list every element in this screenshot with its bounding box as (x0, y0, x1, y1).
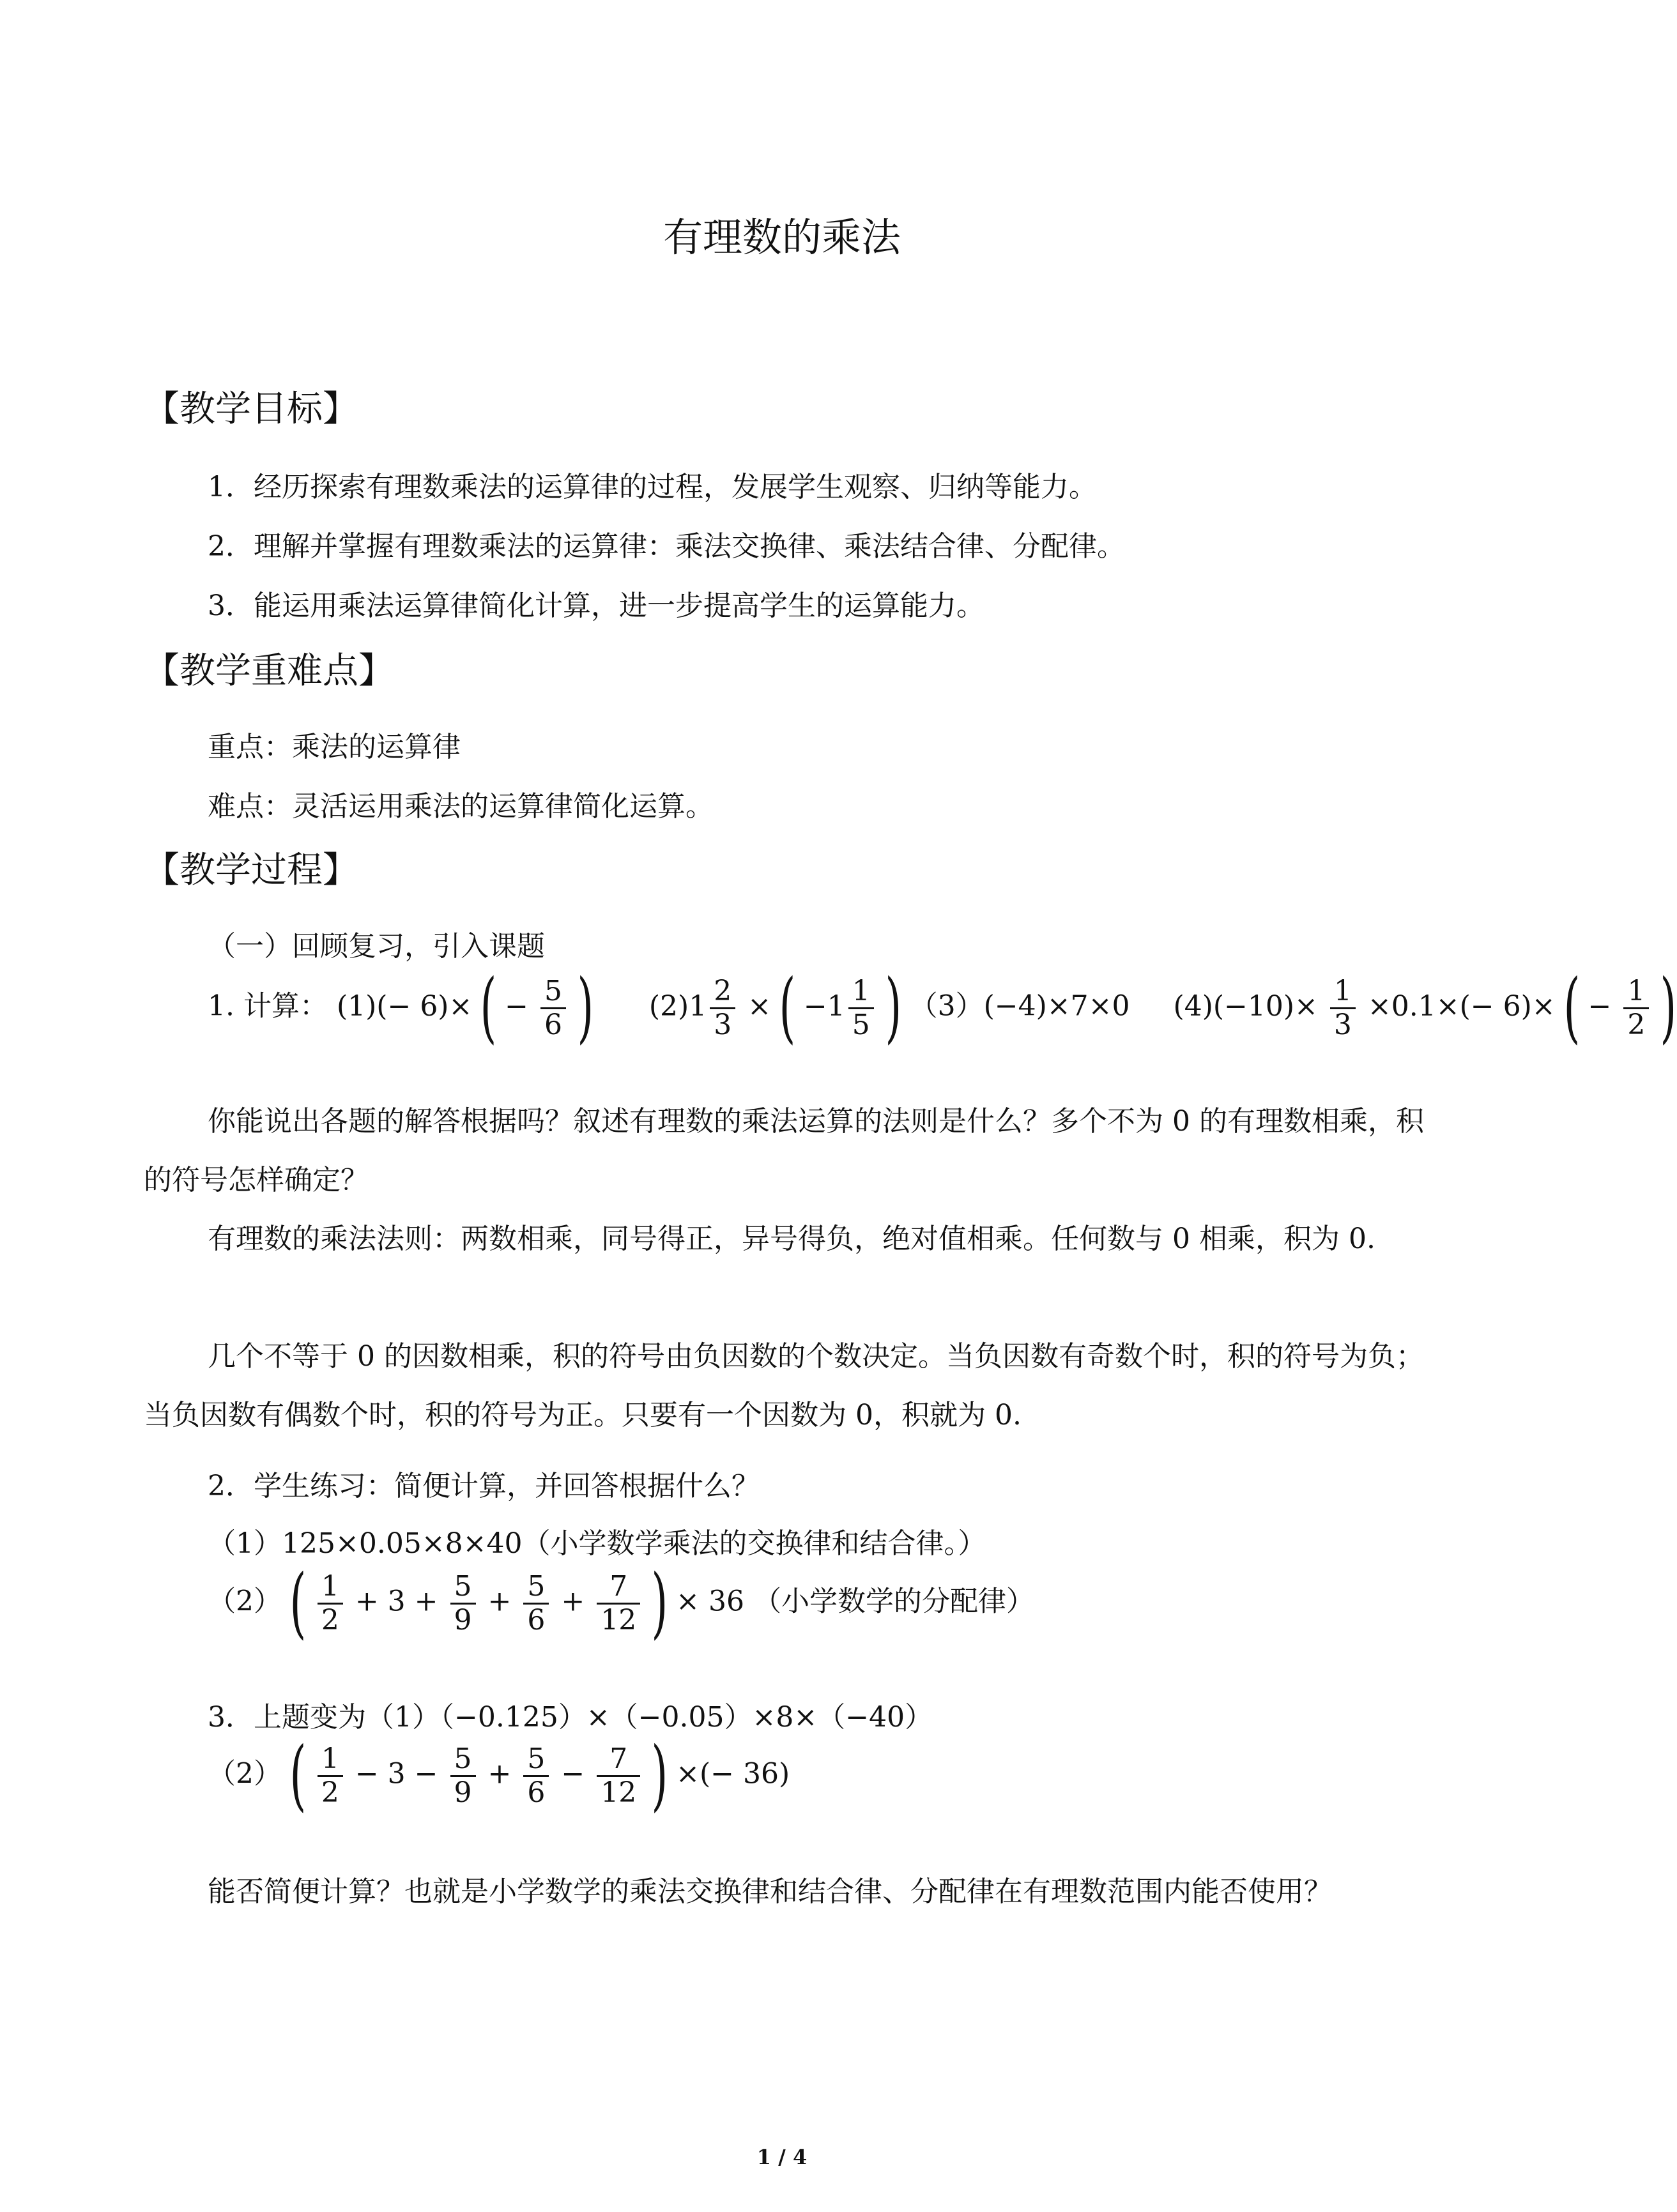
key-point: 重点：乘法的运算律 (208, 731, 461, 763)
numerator: 1 (848, 975, 874, 1009)
goal-item-3: 3．能运用乘法运算律简化计算，进一步提高学生的运算能力。 (208, 590, 984, 622)
q3-2-label: （2） (208, 1757, 282, 1790)
question-2: 2．学生练习：简便计算，并回答根据什么？ (208, 1470, 760, 1502)
page-number: 1 / 4 (756, 2145, 808, 2169)
fraction (318, 1571, 343, 1636)
numerator: 2 (710, 975, 735, 1009)
question-3-1: 3．上题变为（1）（−0.125）×（−0.05）×8×（−40） (208, 1701, 933, 1734)
denominator: 12 (601, 1603, 637, 1636)
denominator: 12 (601, 1776, 637, 1809)
heading-keypoints: 【教学重难点】 (144, 650, 394, 692)
fraction (318, 1743, 343, 1808)
right-paren: ) (1660, 963, 1677, 1052)
fraction (540, 975, 566, 1041)
q1-part4-mid: ×0.1×(− 6)× (1367, 989, 1556, 1023)
operator: + (487, 1757, 512, 1790)
q1-part2-lead: (2)1 (648, 989, 707, 1023)
paragraph-1: 你能说出各题的解答根据吗？叙述有理数的乘法运算的法则是什么？多个不为 0 的有理数相乘，积的符号怎样确定？ (144, 1105, 1424, 1196)
q1-part4-lead: (4)(−10)× (1173, 989, 1318, 1023)
fraction (1330, 975, 1356, 1041)
left-paren: ( (480, 963, 497, 1052)
question-2-2 (208, 1559, 1034, 1647)
numerator: 5 (450, 1743, 476, 1776)
page-title: 有理数的乘法 (662, 214, 901, 261)
q1-part4-minus: − (1588, 989, 1612, 1023)
operator: + (561, 1585, 585, 1618)
denominator: 5 (852, 1008, 870, 1041)
denominator: 9 (454, 1776, 472, 1809)
question-2-1: （1）125×0.05×8×40（小学数学乘法的交换律和结合律。） (208, 1527, 986, 1560)
right-paren: ) (577, 963, 594, 1052)
q1-part1-minus: − (505, 989, 529, 1023)
paragraph-4: 能否简便计算？也就是小学数学的乘法交换律和结合律、分配律在有理数范围内能否使用？ (208, 1875, 1332, 1908)
question-1 (208, 963, 1677, 1052)
numerator: 5 (523, 1571, 549, 1604)
fraction (450, 1743, 476, 1808)
q2-2-note: （小学数学的分配律） (753, 1585, 1034, 1618)
fraction (597, 1571, 640, 1636)
q2-2-label: （2） (208, 1585, 282, 1618)
left-paren: ( (779, 963, 796, 1052)
q2-2-tail: × 36 (676, 1585, 744, 1618)
goal-item-2: 2．理解并掌握有理数乘法的运算律：乘法交换律、乘法结合律、分配律。 (208, 530, 1125, 563)
numerator: 1 (1623, 975, 1649, 1009)
q1-part2-minus: −1 (803, 989, 845, 1023)
numerator: 5 (540, 975, 566, 1009)
numerator: 1 (1330, 975, 1356, 1009)
denominator: 9 (454, 1603, 472, 1636)
q1-part1-lead: (1)(− 6)× (336, 989, 473, 1023)
q1-part4 (1173, 963, 1677, 1052)
numerator: 7 (597, 1743, 640, 1776)
denominator: 2 (321, 1603, 339, 1636)
denominator: 2 (321, 1776, 339, 1809)
denominator: 2 (1627, 1008, 1646, 1041)
fraction (710, 975, 735, 1041)
fraction (848, 975, 874, 1041)
numerator: 1 (318, 1743, 343, 1776)
denominator: 6 (544, 1008, 563, 1041)
denominator: 6 (527, 1603, 546, 1636)
left-paren: ( (289, 1731, 307, 1820)
left-paren: ( (1563, 963, 1580, 1052)
fraction (450, 1571, 476, 1636)
numerator: 5 (523, 1743, 549, 1776)
fraction (523, 1571, 549, 1636)
question-3-2 (208, 1731, 790, 1820)
part-1-title: （一）回顾复习，引入课题 (208, 930, 545, 963)
difficulty-point: 难点：灵活运用乘法的运算律简化运算。 (208, 790, 714, 823)
denominator: 6 (527, 1776, 546, 1809)
denominator: 3 (714, 1008, 732, 1041)
goal-item-1: 1．经历探索有理数乘法的运算律的过程，发展学生观察、归纳等能力。 (208, 471, 1097, 503)
operator: + (487, 1585, 512, 1618)
numerator: 1 (318, 1571, 343, 1604)
fraction (1623, 975, 1649, 1041)
operator: + 3 + (355, 1585, 438, 1618)
right-paren: ) (651, 1559, 668, 1647)
q1-part2 (648, 963, 910, 1052)
q1-part2-times: × (747, 989, 772, 1023)
left-paren: ( (289, 1559, 307, 1647)
operator: − (561, 1757, 585, 1790)
paragraph-3: 几个不等于 0 的因数相乘，积的符号由负因数的个数决定。当负因数有奇数个时，积的符号为负；当负因数有偶数个时，积的符号为正。只要有一个因数为 0，积就为 0. (144, 1340, 1424, 1431)
paragraph-2: 有理数的乘法法则：两数相乘，同号得正，异号得负，绝对值相乘。任何数与 0 相乘，积为 0. (208, 1223, 1375, 1255)
operator: − 3 − (355, 1757, 438, 1790)
right-paren: ) (885, 963, 902, 1052)
heading-process: 【教学过程】 (144, 850, 358, 891)
denominator: 3 (1333, 1008, 1352, 1041)
q1-part3: （3）(−4)×7×0 (909, 989, 1130, 1023)
numerator: 5 (450, 1571, 476, 1604)
heading-goals: 【教学目标】 (144, 388, 358, 430)
q3-2-tail: ×(− 36) (676, 1757, 790, 1790)
q1-label: 1. 计算： (208, 989, 328, 1023)
fraction (597, 1743, 640, 1808)
numerator: 7 (597, 1571, 640, 1604)
fraction (523, 1743, 549, 1808)
q1-part1 (336, 963, 602, 1052)
right-paren: ) (651, 1731, 668, 1820)
